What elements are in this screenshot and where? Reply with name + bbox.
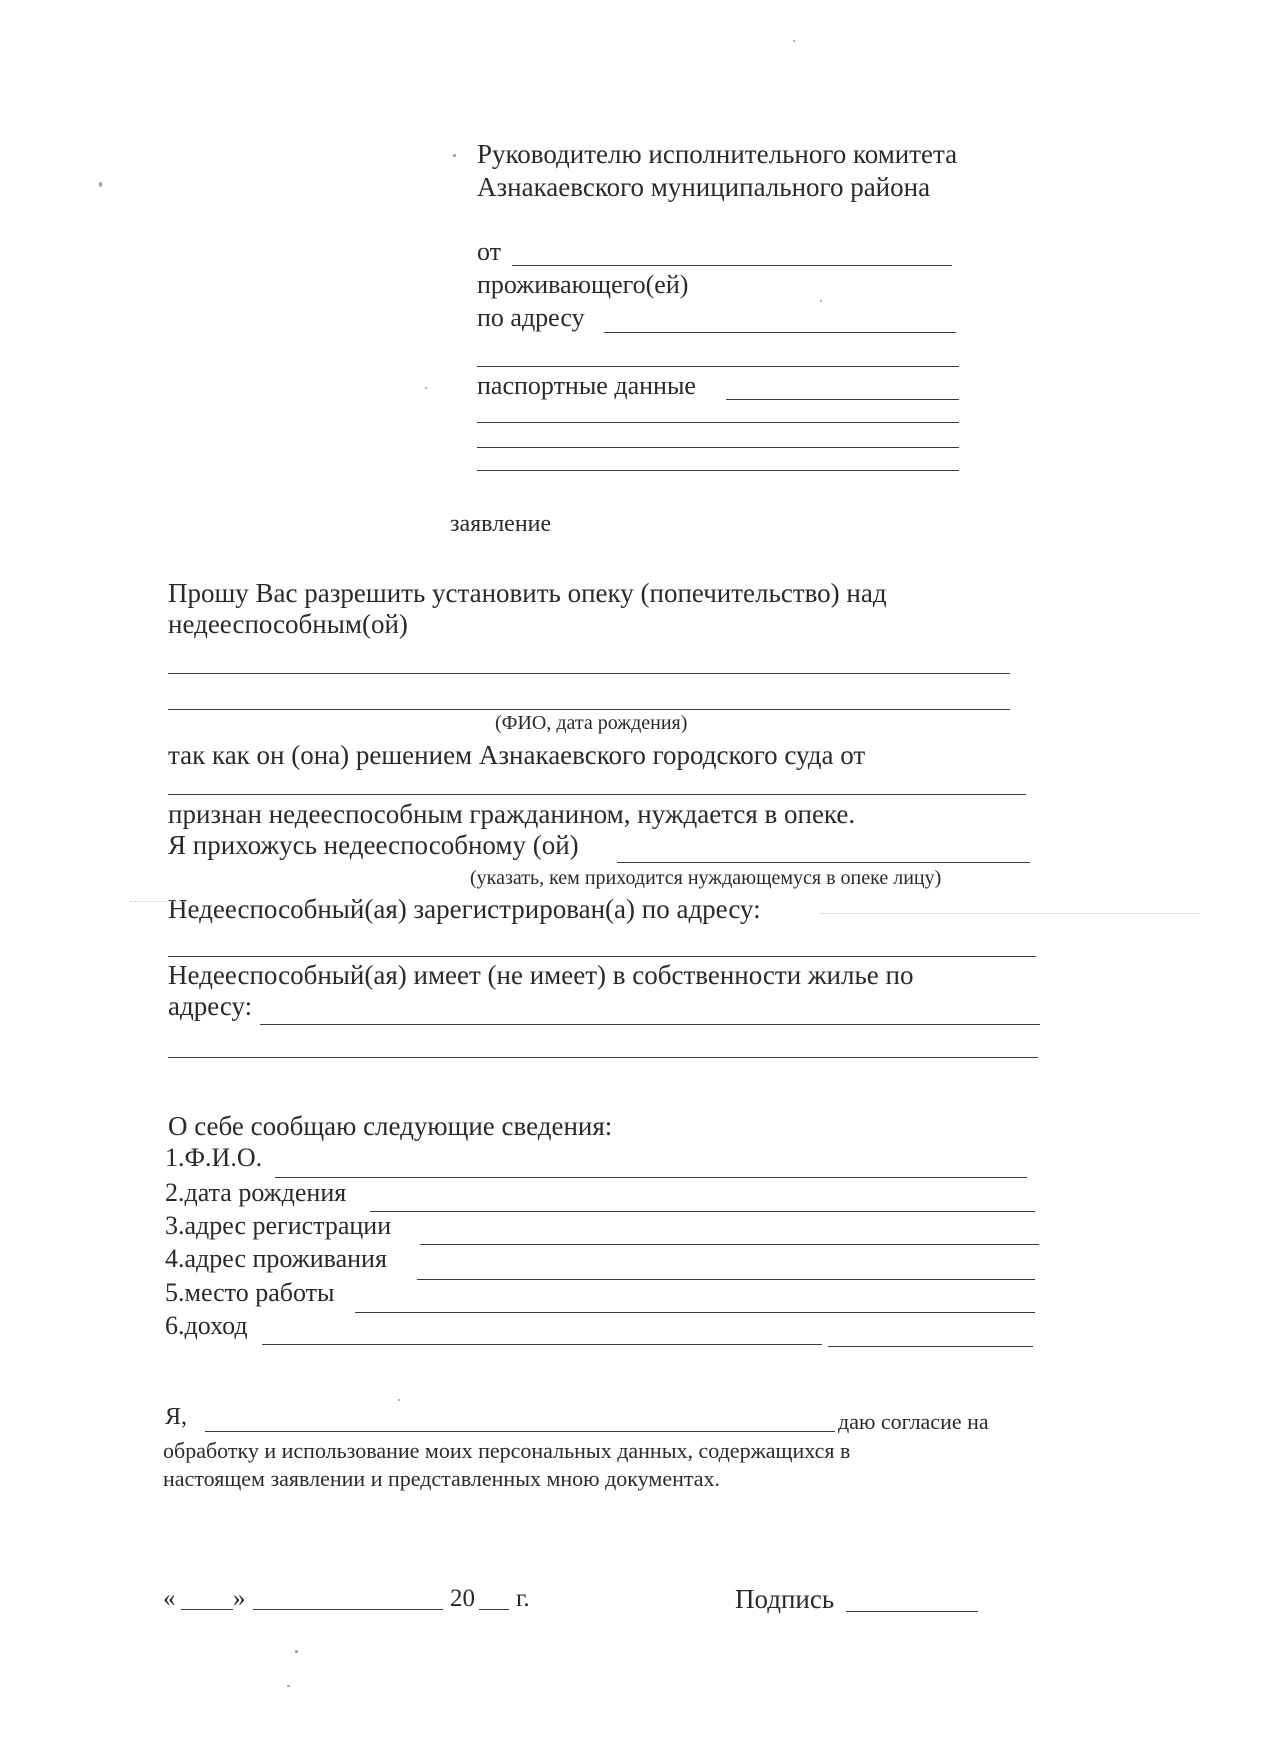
scan-noise bbox=[820, 913, 1200, 914]
recipient-line-2: Азнакаевского муниципального района bbox=[477, 172, 931, 202]
day-field-line[interactable] bbox=[181, 1609, 233, 1610]
birthdate-field-line[interactable] bbox=[370, 1211, 1035, 1212]
scan-speck bbox=[398, 1399, 400, 1401]
property-line-1: Недееспособный(ая) имеет (не имеет) в собственности жилье по bbox=[168, 960, 914, 990]
month-field-line[interactable] bbox=[253, 1609, 443, 1610]
relation-line: Я прихожусь недееспособному (ой) bbox=[168, 830, 579, 860]
self-info-item: 6.доход bbox=[165, 1311, 248, 1340]
registration-address-field-line[interactable] bbox=[420, 1244, 1039, 1245]
recipient-line-1: Руководителю исполнительного комитета bbox=[477, 139, 958, 169]
registered-line: Недееспособный(ая) зарегистрирован(а) по адресу: bbox=[168, 894, 761, 924]
document-title: заявление bbox=[450, 511, 552, 537]
consent-line-2: обработку и использование моих персональных данных, содержащихся в bbox=[163, 1438, 851, 1463]
date-quote-open: « bbox=[163, 1585, 176, 1612]
consent-suffix: даю согласие на bbox=[838, 1409, 989, 1434]
date-quote-close: » bbox=[233, 1585, 246, 1612]
scan-speck bbox=[793, 40, 795, 42]
year-field-line[interactable] bbox=[479, 1609, 509, 1610]
self-info-item: 4.адрес проживания bbox=[165, 1244, 387, 1273]
from-label: от bbox=[477, 237, 502, 266]
passport-label: паспортные данные bbox=[477, 371, 696, 400]
passport-field-line-2[interactable] bbox=[477, 422, 959, 423]
residing-label: проживающего(ей) bbox=[477, 270, 689, 299]
property-address-field-line-2[interactable] bbox=[168, 1057, 1038, 1058]
request-line-2: недееспособным(ой) bbox=[168, 609, 408, 639]
court-date-field-line[interactable] bbox=[168, 794, 1026, 795]
income-field-line-2[interactable] bbox=[828, 1346, 1033, 1347]
self-info-item: 5.место работы bbox=[165, 1278, 335, 1307]
passport-field-line-3[interactable] bbox=[477, 447, 959, 448]
request-line-1: Прошу Вас разрешить установить опеку (попечительство) над bbox=[168, 578, 887, 608]
recognized-line: признан недееспособным гражданином, нуждается в опеке. bbox=[168, 799, 856, 829]
property-address-field-line[interactable] bbox=[260, 1024, 1040, 1025]
passport-field-line[interactable] bbox=[726, 399, 959, 400]
scan-speck bbox=[287, 1685, 290, 1687]
property-line-2: адресу: bbox=[168, 991, 253, 1021]
year-prefix: 20 bbox=[450, 1585, 475, 1612]
workplace-field-line[interactable] bbox=[355, 1312, 1035, 1313]
address-field-line-2[interactable] bbox=[477, 366, 959, 367]
ward-fio-field-line-2[interactable] bbox=[168, 709, 1010, 710]
scan-speck bbox=[425, 387, 427, 389]
signature-field-line[interactable] bbox=[846, 1611, 978, 1612]
address-label: по адресу bbox=[477, 303, 585, 332]
consent-line-3: настоящем заявлении и представленных мною документах. bbox=[163, 1466, 721, 1491]
passport-field-line-4[interactable] bbox=[477, 470, 959, 471]
scan-speck bbox=[99, 182, 102, 187]
self-info-item: 1.Ф.И.О. bbox=[165, 1143, 263, 1172]
residence-address-field-line[interactable] bbox=[417, 1279, 1035, 1280]
consent-name-field-line[interactable] bbox=[205, 1431, 835, 1432]
fio-caption: (ФИО, дата рождения) bbox=[495, 712, 688, 734]
court-line: так как он (она) решением Азнакаевского городского суда от bbox=[168, 740, 866, 770]
consent-prefix: Я, bbox=[165, 1404, 188, 1430]
relation-field-line[interactable] bbox=[617, 862, 1030, 863]
signature-label: Подпись bbox=[735, 1584, 835, 1614]
scan-noise bbox=[130, 901, 190, 902]
registered-address-field-line[interactable] bbox=[168, 956, 1036, 957]
year-suffix: г. bbox=[516, 1585, 530, 1612]
self-info-item: 2.дата рождения bbox=[165, 1178, 347, 1207]
self-fio-field-line[interactable] bbox=[275, 1177, 1027, 1178]
from-name-field-line[interactable] bbox=[512, 265, 952, 266]
scan-speck bbox=[820, 300, 822, 302]
address-field-line[interactable] bbox=[604, 332, 956, 333]
scan-speck bbox=[295, 1650, 298, 1653]
income-field-line[interactable] bbox=[262, 1344, 822, 1345]
scan-speck bbox=[453, 154, 456, 157]
relation-caption: (указать, кем приходится нуждающемуся в опеке лицу) bbox=[470, 867, 942, 889]
self-info-item: 3.адрес регистрации bbox=[165, 1211, 392, 1240]
self-info-heading: О себе сообщаю следующие сведения: bbox=[168, 1111, 613, 1141]
ward-fio-field-line[interactable] bbox=[168, 673, 1010, 674]
